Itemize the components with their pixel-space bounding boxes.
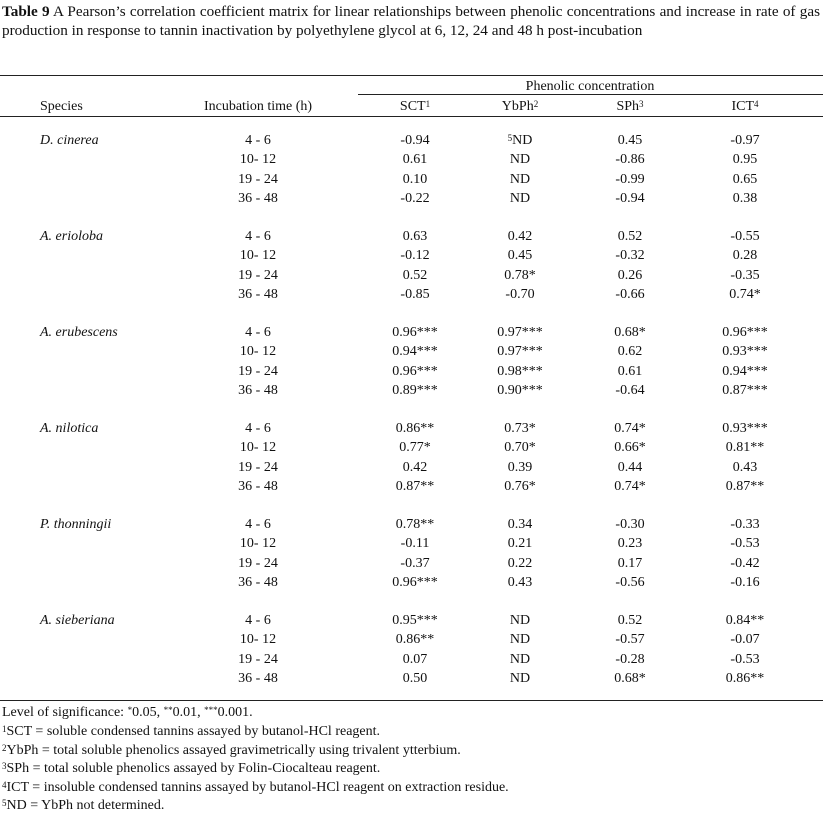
cell-value: 0.68* — [614, 325, 646, 340]
incubation-time: 10- 12 — [239, 344, 277, 360]
column-header-ybph — [502, 99, 538, 115]
table-cell-sct — [392, 325, 438, 341]
table-cell-sph — [614, 479, 646, 495]
table-cell-sph — [618, 133, 643, 149]
table-cell-ict — [722, 325, 768, 341]
table-cell-sph — [614, 671, 646, 687]
incubation-time: 19 - 24 — [238, 267, 278, 283]
column-header-footnote-marker: 2 — [533, 99, 539, 109]
table-cell-ybph — [497, 364, 543, 380]
table-cell-sct — [400, 133, 429, 149]
significance-level: 0.001. — [217, 705, 253, 720]
table-cell-ict — [722, 344, 768, 360]
cell-value: 0.50 — [402, 670, 428, 686]
cell-value: -0.86 — [615, 152, 645, 168]
cell-value: -0.33 — [730, 517, 760, 532]
table-cell-sct — [403, 652, 428, 668]
cell-value: 0.73* — [504, 421, 536, 436]
cell-value: -0.16 — [730, 574, 760, 590]
table-cell-ybph — [504, 479, 536, 495]
cell-value: -0.94 — [400, 133, 430, 148]
incubation-time: 4 - 6 — [245, 613, 271, 628]
column-header-ict — [731, 99, 758, 115]
significance-note — [2, 705, 253, 721]
table-cell-sph — [615, 652, 644, 668]
footnote-4 — [2, 780, 509, 796]
cell-value: -0.55 — [730, 229, 760, 244]
table-cell-sct — [401, 536, 430, 552]
cell-value: 0.74* — [729, 286, 761, 302]
cell-value: ND — [509, 670, 531, 686]
cell-value: ND — [509, 171, 531, 187]
cell-value: ND — [512, 133, 533, 148]
incubation-time: 10- 12 — [239, 248, 277, 264]
cell-value: 0.23 — [617, 536, 643, 552]
footnote-marker: 1 — [2, 724, 7, 734]
incubation-time: 4 - 6 — [245, 325, 271, 340]
cell-value: 0.42 — [402, 459, 428, 475]
species-name: P. thonningii — [40, 517, 112, 532]
incubation-time: 4 - 6 — [245, 517, 271, 532]
cell-value: 0.96*** — [392, 574, 438, 590]
incubation-time: 36 - 48 — [238, 670, 278, 686]
table-cell-sph — [618, 229, 643, 245]
footnote-text: YbPh = total soluble phenolics assayed gravimetrically using trivalent ytterbium. — [6, 742, 461, 758]
cell-value: ND — [509, 651, 531, 667]
cell-value: 0.65 — [732, 171, 758, 187]
incubation-time: 19 - 24 — [238, 363, 278, 379]
significance-prefix: Level of significance: — [2, 705, 128, 720]
table-cell-ybph — [508, 248, 533, 264]
cell-value: 0.74* — [614, 421, 646, 436]
cell-value: 0.81** — [725, 440, 765, 456]
cell-value: 0.17 — [617, 555, 643, 571]
cell-value: 0.94*** — [722, 363, 768, 379]
species-name: D. cinerea — [40, 133, 99, 148]
cell-value: 0.94*** — [392, 344, 438, 360]
cell-value: 0.96*** — [392, 363, 438, 379]
table-cell-sph — [618, 556, 643, 572]
table-cell-sph — [615, 172, 644, 188]
table-cell-sph — [618, 613, 643, 629]
table-cell-sph — [615, 632, 644, 648]
table-cell-sct — [399, 440, 431, 456]
table-cell-ict — [730, 556, 759, 572]
cell-value: 0.10 — [402, 171, 428, 187]
column-header-label: YbPh — [501, 99, 534, 114]
table-cell-ict — [726, 479, 765, 495]
table-cell-ict — [730, 133, 759, 149]
column-header-sph — [616, 99, 643, 115]
cell-value: 0.95*** — [392, 613, 438, 628]
table-cell-sph — [618, 344, 643, 360]
cell-value: 0.89*** — [392, 382, 438, 398]
cell-value: -0.70 — [505, 286, 535, 302]
cell-value: -0.97 — [730, 133, 760, 148]
cell-value: 0.78** — [395, 517, 435, 532]
cell-value: 0.63 — [402, 229, 428, 244]
cell-value: -0.37 — [400, 555, 430, 571]
cell-value: 0.86** — [725, 670, 765, 686]
cell-value: ND — [509, 613, 531, 628]
incubation-time: 10- 12 — [239, 536, 277, 552]
table-cell-ict — [730, 517, 759, 533]
table-cell-ybph — [510, 613, 530, 629]
incubation-time: 19 - 24 — [238, 555, 278, 571]
table-cell-ict — [730, 536, 759, 552]
cell-value: 0.95 — [732, 152, 758, 168]
cell-value: -0.28 — [615, 651, 645, 667]
table-cell-ict — [726, 613, 765, 629]
table-cell-ict — [729, 287, 761, 303]
table-cell-sct — [392, 383, 438, 399]
significance-marker: ** — [163, 705, 173, 715]
cell-value: 0.61 — [402, 152, 428, 168]
cell-value: 0.61 — [617, 363, 643, 379]
cell-value: -0.64 — [615, 382, 645, 398]
table-cell-ict — [730, 632, 759, 648]
species-name: A. erubescens — [40, 325, 118, 340]
cell-value: 0.43 — [732, 459, 758, 475]
cell-value: ND — [509, 632, 531, 648]
table-cell-ict — [730, 229, 759, 245]
incubation-time: 10- 12 — [239, 632, 277, 648]
cell-value: 0.87** — [395, 478, 435, 494]
table-cell-sct — [400, 191, 429, 207]
table-cell-sct — [403, 460, 428, 476]
footnote-marker: 3 — [2, 761, 7, 771]
table-cell-sph — [614, 440, 646, 456]
column-header-label: SPh — [616, 99, 640, 114]
cell-value: 0.86** — [395, 421, 435, 436]
table-cell-ybph — [508, 460, 533, 476]
table-cell-ybph — [508, 517, 533, 533]
table-cell-sct — [396, 479, 435, 495]
cell-value: 0.97*** — [497, 344, 543, 360]
cell-value: 0.52 — [617, 229, 643, 244]
cell-value: 0.22 — [507, 555, 533, 571]
cell-value: 0.97*** — [497, 325, 543, 340]
incubation-time: 10- 12 — [239, 440, 277, 456]
cell-value: -0.57 — [615, 632, 645, 648]
table-cell-ict — [722, 364, 768, 380]
column-header-label: ICT — [731, 99, 755, 114]
nd-footnote-marker: 5 — [507, 133, 513, 143]
table-cell-ybph — [508, 133, 533, 149]
table-cell-sct — [392, 613, 438, 629]
cell-value: -0.32 — [615, 248, 645, 264]
footnote-2 — [2, 743, 461, 759]
table-cell-sph — [618, 268, 643, 284]
cell-value: 0.66* — [614, 440, 646, 456]
incubation-time: 19 - 24 — [238, 651, 278, 667]
incubation-time: 36 - 48 — [238, 382, 278, 398]
footnote-marker: 4 — [2, 779, 7, 790]
table-cell-ybph — [510, 632, 530, 648]
table-cell-sph — [614, 421, 646, 437]
table-cell-ict — [726, 440, 765, 456]
footnote-5 — [2, 798, 164, 814]
cell-value: 0.07 — [402, 651, 428, 667]
table-cell-sct — [400, 248, 429, 264]
table-cell-ybph — [510, 152, 530, 168]
cell-value: 0.28 — [732, 248, 758, 264]
table-label: Table 9 — [2, 3, 50, 20]
table-cell-ybph — [508, 229, 533, 245]
incubation-time: 36 - 48 — [238, 574, 278, 590]
cell-value: 0.62 — [617, 344, 643, 360]
cell-value: ND — [509, 152, 531, 168]
table-cell-sct — [400, 556, 429, 572]
table-cell-sct — [396, 632, 435, 648]
cell-value: 0.98*** — [497, 363, 543, 379]
table-cell-ict — [733, 460, 758, 476]
significance-marker: *** — [204, 705, 218, 715]
species-header: Species — [40, 99, 83, 114]
significance-level: 0.01, — [172, 705, 205, 720]
cell-value: 0.52 — [402, 267, 428, 283]
table-cell-ict — [730, 652, 759, 668]
table-cell-sct — [392, 344, 438, 360]
table-cell-ict — [722, 383, 768, 399]
table-cell-ybph — [508, 536, 533, 552]
cell-value: 0.39 — [507, 459, 533, 475]
incubation-time: 4 - 6 — [245, 229, 271, 244]
column-header-footnote-marker: 3 — [639, 99, 644, 109]
incubation-time: 36 - 48 — [238, 478, 278, 494]
table-cell-ybph — [497, 383, 543, 399]
footnote-marker: 2 — [2, 742, 7, 753]
footnote-text: ICT = insoluble condensed tannins assayed by butanol-HCl reagent on extraction residue. — [6, 779, 509, 795]
table-cell-sph — [614, 325, 646, 341]
table-cell-sct — [392, 575, 438, 591]
table-cell-ict — [730, 575, 759, 591]
table-cell-ybph — [504, 440, 536, 456]
table-cell-sct — [400, 287, 429, 303]
table-cell-sph — [615, 248, 644, 264]
table-cell-ybph — [508, 556, 533, 572]
cell-value: -0.94 — [615, 190, 645, 206]
cell-value: -0.66 — [615, 286, 645, 302]
significance-marker: * — [127, 705, 133, 715]
cell-value: 0.45 — [507, 248, 533, 264]
footnote-marker: 5 — [2, 798, 7, 808]
cell-value: -0.11 — [400, 536, 430, 552]
species-name: A. nilotica — [40, 421, 99, 436]
table-cell-ybph — [510, 652, 530, 668]
cell-value: 0.52 — [617, 613, 643, 628]
cell-value: -0.12 — [400, 248, 430, 264]
incubation-time: 4 - 6 — [245, 133, 271, 148]
cell-value: -0.99 — [615, 171, 645, 187]
cell-value: -0.22 — [400, 190, 430, 206]
cell-value: -0.07 — [730, 632, 760, 648]
table-cell-ybph — [510, 671, 530, 687]
table-cell-sph — [618, 536, 643, 552]
cell-value: 0.44 — [617, 459, 643, 475]
table-cell-sph — [615, 575, 644, 591]
incubation-time: 4 - 6 — [245, 421, 271, 436]
group-header-rule — [358, 94, 823, 95]
cell-value: 0.34 — [507, 517, 533, 532]
cell-value: 0.96*** — [722, 325, 768, 340]
cell-value: -0.53 — [730, 651, 760, 667]
incubation-time: 19 - 24 — [238, 171, 278, 187]
table-cell-ict — [733, 172, 758, 188]
cell-value: 0.26 — [617, 267, 643, 283]
table-cell-ict — [730, 268, 759, 284]
table-cell-ict — [733, 248, 758, 264]
cell-value: 0.42 — [507, 229, 533, 244]
significance-level: 0.05, — [132, 705, 164, 720]
table-bottom-rule — [0, 700, 823, 701]
table-cell-ict — [722, 421, 768, 437]
cell-value: -0.42 — [730, 555, 760, 571]
table-cell-sct — [396, 421, 435, 437]
table-cell-sct — [403, 671, 428, 687]
footnote-text: ND = YbPh not determined. — [6, 798, 165, 813]
table-cell-sct — [403, 229, 428, 245]
cell-value: 0.93*** — [722, 421, 768, 436]
table-cell-ybph — [510, 191, 530, 207]
footnote-text: SCT = soluble condensed tannins assayed by butanol-HCl reagent. — [6, 724, 381, 739]
phenolic-concentration-header: Phenolic concentration — [525, 79, 655, 94]
species-name: A. erioloba — [40, 229, 103, 244]
table-cell-sph — [618, 364, 643, 380]
footnote-1 — [2, 724, 380, 740]
cell-value: 0.74* — [614, 478, 646, 494]
table-cell-ybph — [497, 344, 543, 360]
table-cell-sct — [396, 517, 435, 533]
incubation-time: 10- 12 — [239, 152, 277, 168]
table-cell-sph — [615, 287, 644, 303]
cell-value: -0.53 — [730, 536, 760, 552]
column-header-sct — [400, 99, 430, 115]
table-cell-sph — [615, 191, 644, 207]
caption-text: A Pearson’s correlation coefficient matrix for linear relationships between phenolic concentrations and increase in rate of gas production in response to tannin inactivation by polyethylene glycol at 6, 12, 24 and 48 h post-incubation — [2, 3, 820, 39]
incubation-time: 19 - 24 — [238, 459, 278, 475]
cell-value: 0.86** — [395, 632, 435, 648]
cell-value: 0.78* — [504, 267, 536, 283]
table-cell-ybph — [505, 287, 534, 303]
table-cell-ict — [733, 191, 758, 207]
table-cell-sct — [403, 268, 428, 284]
cell-value: 0.68* — [614, 670, 646, 686]
cell-value: 0.43 — [507, 574, 533, 590]
table-cell-ict — [733, 152, 758, 168]
table-cell-sph — [618, 460, 643, 476]
header-bottom-rule — [0, 116, 823, 117]
table-cell-sct — [392, 364, 438, 380]
table-cell-ybph — [504, 421, 536, 437]
table-top-rule — [0, 75, 823, 76]
cell-value: 0.90*** — [497, 382, 543, 398]
table-caption — [2, 2, 820, 40]
table-cell-sph — [615, 517, 644, 533]
cell-value: 0.87** — [725, 478, 765, 494]
incubation-time-header: Incubation time (h) — [203, 99, 313, 114]
incubation-time: 36 - 48 — [238, 190, 278, 206]
footnote-3 — [2, 761, 380, 777]
column-header-footnote-marker: 4 — [754, 99, 759, 109]
cell-value: 0.84** — [725, 613, 765, 628]
column-header-footnote-marker: 1 — [425, 99, 431, 109]
cell-value: 0.70* — [504, 440, 536, 456]
cell-value: 0.38 — [732, 190, 758, 206]
cell-value: 0.93*** — [722, 344, 768, 360]
cell-value: 0.87*** — [722, 382, 768, 398]
cell-value: ND — [509, 190, 531, 206]
cell-value: -0.85 — [400, 286, 430, 302]
incubation-time: 36 - 48 — [238, 286, 278, 302]
table-cell-sph — [615, 383, 644, 399]
cell-value: 0.45 — [617, 133, 643, 148]
footnote-text: SPh = total soluble phenolics assayed by Folin-Ciocalteau reagent. — [6, 761, 381, 776]
table-cell-sph — [615, 152, 644, 168]
table-cell-ybph — [510, 172, 530, 188]
table-cell-ybph — [508, 575, 533, 591]
cell-value: -0.56 — [615, 574, 645, 590]
table-cell-sct — [403, 172, 428, 188]
cell-value: 0.77* — [399, 440, 431, 456]
table-cell-sct — [403, 152, 428, 168]
table-cell-ybph — [497, 325, 543, 341]
cell-value: -0.35 — [730, 267, 760, 283]
species-name: A. sieberiana — [40, 613, 115, 628]
table-cell-ybph — [504, 268, 536, 284]
cell-value: 0.76* — [504, 478, 536, 494]
cell-value: -0.30 — [615, 517, 645, 532]
cell-value: 0.21 — [507, 536, 533, 552]
cell-value: 0.96*** — [392, 325, 438, 340]
table-cell-ict — [726, 671, 765, 687]
column-header-label: SCT — [399, 99, 426, 114]
